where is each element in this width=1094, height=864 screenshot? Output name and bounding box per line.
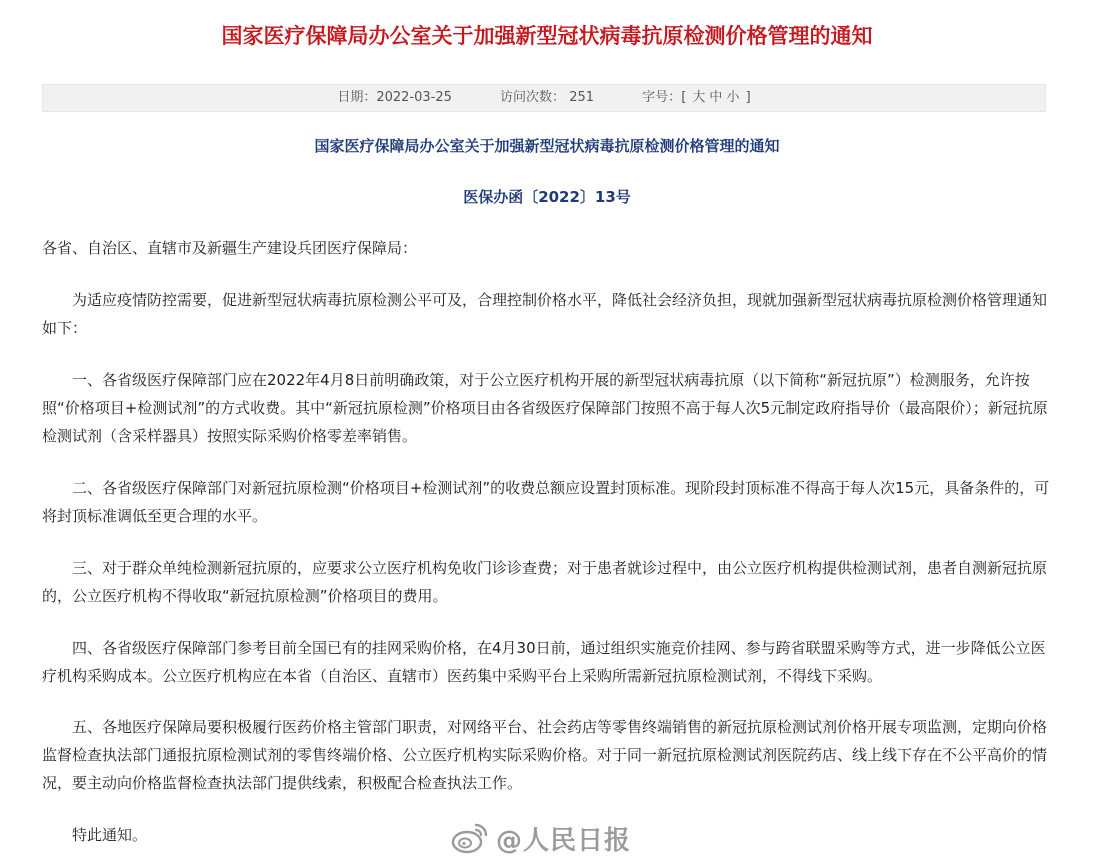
paragraph-item-4: 四、各省级医疗保障部门参考目前全国已有的挂网采购价格，在4月30日前，通过组织实施竞价挂网、参与跨省联盟采购等方式，进一步降低公立医疗机构采购成本。公立医疗机构应在本省（自治区、直辖市）医药集中采购平台上采购所需新冠抗原检测试剂，不得线下采购。 xyxy=(42,639,1046,685)
document-heading: 国家医疗保障局办公室关于加强新型冠状病毒抗原检测价格管理的通知 xyxy=(314,137,780,155)
font-size-control xyxy=(642,85,751,111)
font-size-label: 字号： xyxy=(642,90,682,105)
page-title: 国家医疗保障局办公室关于加强新型冠状病毒抗原检测价格管理的通知 xyxy=(221,24,873,48)
meta-bar xyxy=(42,84,1046,112)
bracket-open: [ xyxy=(681,90,687,105)
watermark-text: @人民日报 xyxy=(496,825,632,856)
date-value: 2022-03-25 xyxy=(376,90,452,105)
visits-label: 访问次数： xyxy=(500,90,566,105)
bracket-close: ] xyxy=(745,90,751,105)
font-size-small-link[interactable]: 小 xyxy=(726,90,740,105)
font-size-medium-link[interactable]: 中 xyxy=(709,90,723,105)
visits-value: 251 xyxy=(569,90,595,105)
paragraph-item-5: 五、各地医疗保障局要积极履行医药价格主管部门职责，对网络平台、社会药店等零售终端销售的新冠抗原检测试剂价格开展专项监测，定期向价格监督检查执法部门通报抗原检测试剂的零售终端价格、公立医疗机构实际采购价格。对于同一新冠抗原检测试剂医院药店、线上线下存在不公平高价的情况，要主动向价格监督检查执法部门提供线索，积极配合检查执法工作。 xyxy=(42,718,1048,792)
visit-count xyxy=(500,85,594,111)
paragraph-item-1: 一、各省级医疗保障部门应在2022年4月8日前明确政策，对于公立医疗机构开展的新型冠状病毒抗原（以下简称“新冠抗原”）检测服务，允许按照“价格项目+检测试剂”的方式收费。其中“新冠抗原检测”价格项目由各省级医疗保障部门按照不高于每人次5元制定政府指导价（最高限价）；新冠抗原检测试剂（含采样器具）按照实际采购价格零差率销售。 xyxy=(42,371,1048,445)
closing-line: 特此通知。 xyxy=(72,826,148,844)
document-number: 医保办函〔2022〕13号 xyxy=(463,188,631,206)
paragraph-item-2: 二、各省级医疗保障部门对新冠抗原检测“价格项目+检测试剂”的收费总额应设置封顶标准。现阶段封顶标准不得高于每人次15元，具备条件的，可将封顶标准调低至更合理的水平。 xyxy=(42,479,1050,525)
watermark xyxy=(450,818,631,858)
paragraph-intro: 为适应疫情防控需要，促进新型冠状病毒抗原检测公平可及，合理控制价格水平，降低社会经济负担，现就加强新型冠状病毒抗原检测价格管理通知如下： xyxy=(42,291,1048,337)
paragraph-item-3: 三、对于群众单纯检测新冠抗原的，应要求公立医疗机构免收门诊诊查费；对于患者就诊过程中，由公立医疗机构提供检测试剂，患者自测新冠抗原的，公立医疗机构不得收取“新冠抗原检测”价格项目的费用。 xyxy=(42,559,1048,605)
weibo-icon xyxy=(450,821,490,855)
salutation: 各省、自治区、直辖市及新疆生产建设兵团医疗保障局： xyxy=(42,239,418,257)
date-info xyxy=(337,85,452,111)
date-label: 日期： xyxy=(337,90,377,105)
font-size-large-link[interactable]: 大 xyxy=(692,90,706,105)
